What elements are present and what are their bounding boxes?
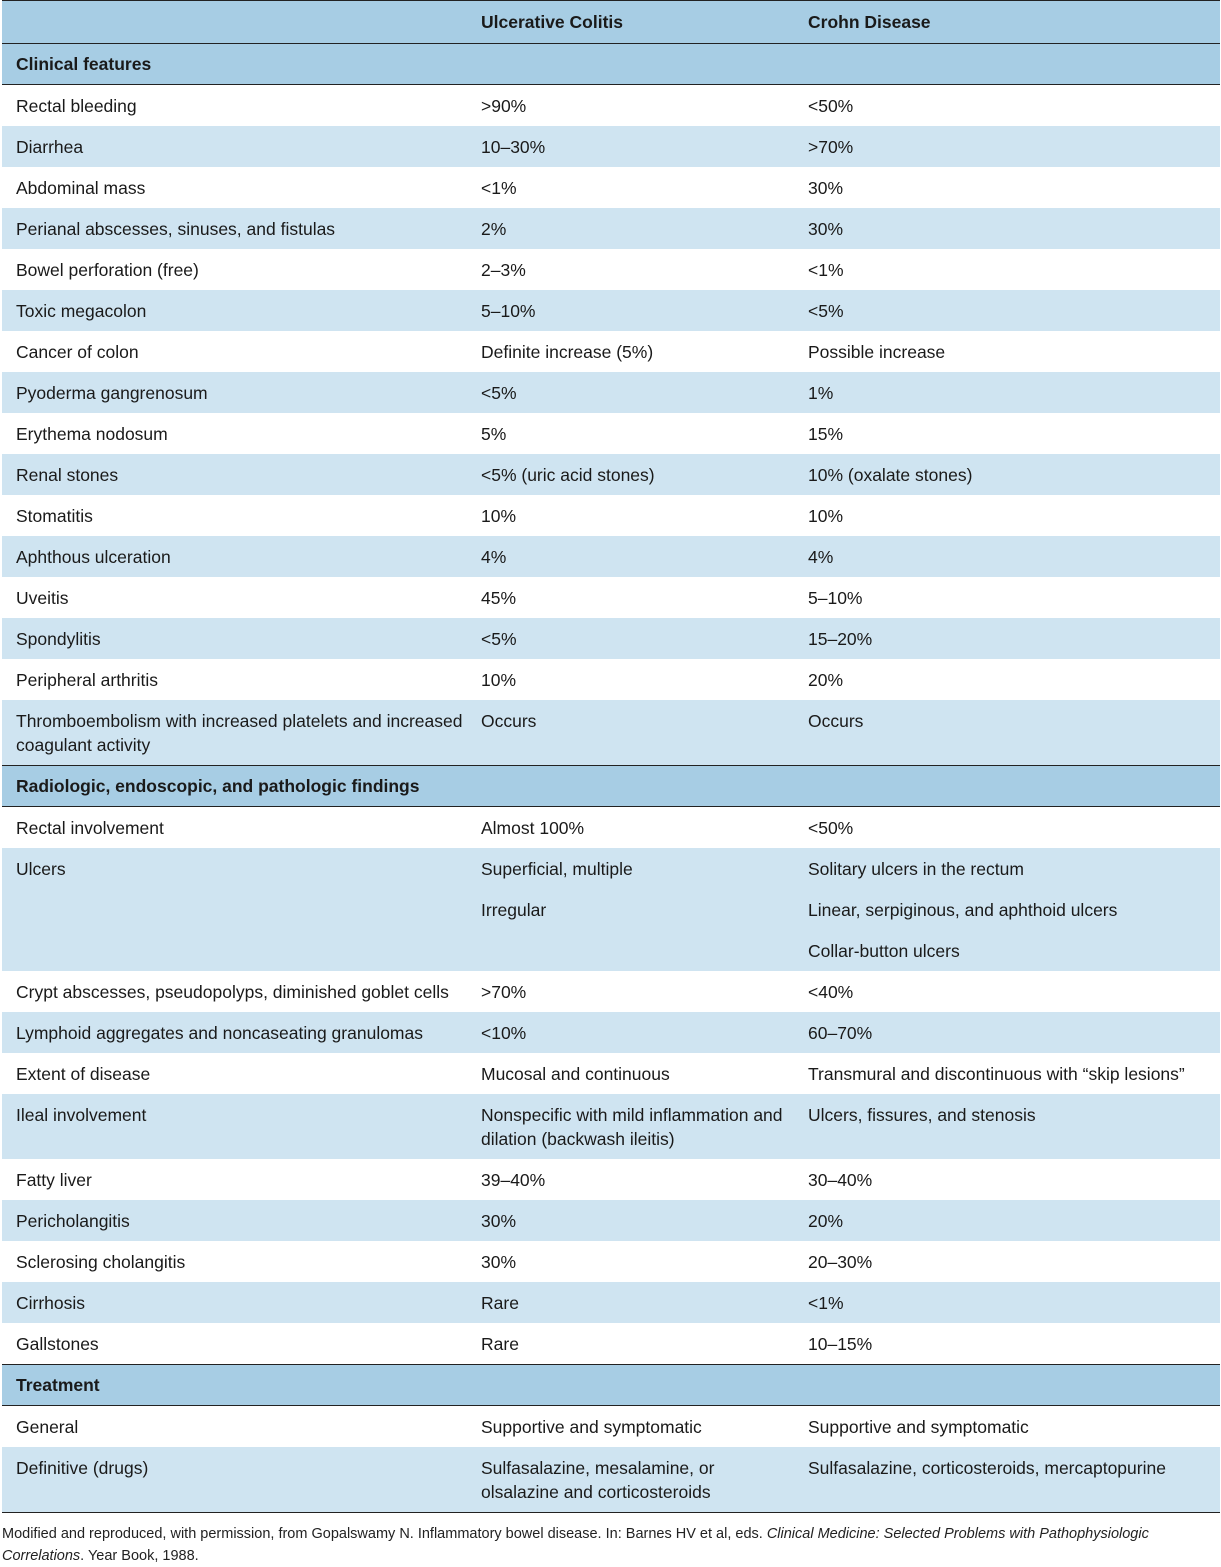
cell-value: 30–40% bbox=[808, 1170, 873, 1190]
ulcerative-colitis-cell bbox=[467, 1323, 794, 1365]
cell-value: <1% bbox=[481, 178, 517, 198]
cell-value: Linear, serpiginous, and aphthoid ulcers bbox=[808, 900, 1118, 920]
cell-value: Irregular bbox=[481, 900, 547, 920]
cell-value: 15% bbox=[808, 424, 844, 444]
crohn-disease-cell bbox=[794, 659, 1220, 700]
header-ulcerative-colitis: Ulcerative Colitis bbox=[467, 1, 794, 44]
crohn-disease-cell bbox=[794, 1447, 1220, 1513]
ulcerative-colitis-cell bbox=[467, 1241, 794, 1282]
table-row bbox=[2, 1323, 1220, 1365]
table-row bbox=[2, 1241, 1220, 1282]
ulcerative-colitis-cell bbox=[467, 1053, 794, 1094]
crohn-disease-cell bbox=[794, 1159, 1220, 1200]
table-row bbox=[2, 700, 1220, 766]
section-header-row bbox=[2, 1365, 1220, 1406]
feature-cell: Rectal involvement bbox=[16, 818, 164, 838]
table-body bbox=[2, 44, 1220, 1513]
cell-value: Possible increase bbox=[808, 342, 946, 362]
cell-value: 5–10% bbox=[808, 588, 863, 608]
crohn-disease-cell bbox=[794, 577, 1220, 618]
cell-value: <1% bbox=[808, 1293, 844, 1313]
cell-value: 4% bbox=[481, 547, 507, 567]
cell-value: 5% bbox=[481, 424, 507, 444]
table-row bbox=[2, 536, 1220, 577]
cell-value: 10% bbox=[481, 670, 517, 690]
ulcerative-colitis-cell bbox=[467, 577, 794, 618]
table-header-row bbox=[2, 1, 1220, 44]
crohn-disease-cell bbox=[794, 290, 1220, 331]
cell-value: 39–40% bbox=[481, 1170, 546, 1190]
ulcerative-colitis-cell bbox=[467, 372, 794, 413]
cell-value: <50% bbox=[808, 818, 854, 838]
table-row bbox=[2, 495, 1220, 536]
table-row bbox=[2, 331, 1220, 372]
cell-value: <50% bbox=[808, 96, 854, 116]
cell-value: >70% bbox=[481, 982, 527, 1002]
ulcerative-colitis-cell bbox=[467, 495, 794, 536]
crohn-disease-cell bbox=[794, 1094, 1220, 1159]
crohn-disease-cell bbox=[794, 618, 1220, 659]
ulcerative-colitis-cell bbox=[467, 454, 794, 495]
cell-value: <5% bbox=[481, 383, 517, 403]
ulcerative-colitis-cell bbox=[467, 167, 794, 208]
cell-value: Supportive and symptomatic bbox=[808, 1417, 1029, 1437]
footnote-book-title: Clinical Medicine: Selected Problems with Pathophysiologic Correlations bbox=[2, 1526, 1149, 1564]
table-row bbox=[2, 1094, 1220, 1159]
cell-value: Superficial, multiple bbox=[481, 859, 633, 879]
crohn-disease-cell bbox=[794, 700, 1220, 766]
table-row bbox=[2, 249, 1220, 290]
cell-value: 30% bbox=[481, 1211, 517, 1231]
feature-cell: Definitive (drugs) bbox=[2, 1447, 467, 1513]
table-row bbox=[2, 85, 1220, 127]
cell-value: >70% bbox=[808, 137, 854, 157]
cell-value: 10–30% bbox=[481, 137, 546, 157]
crohn-disease-cell bbox=[794, 372, 1220, 413]
table-row bbox=[2, 807, 1220, 849]
cell-value: 2% bbox=[481, 219, 507, 239]
crohn-disease-cell bbox=[794, 1200, 1220, 1241]
feature-cell: Pericholangitis bbox=[2, 1200, 467, 1241]
cell-value: 5–10% bbox=[481, 301, 536, 321]
feature-cell: Rectal bleeding bbox=[16, 96, 137, 116]
crohn-disease-cell bbox=[794, 208, 1220, 249]
cell-value: 10–15% bbox=[808, 1334, 873, 1354]
crohn-disease-cell bbox=[794, 454, 1220, 495]
cell-value: 10% (oxalate stones) bbox=[808, 465, 973, 485]
ulcerative-colitis-cell bbox=[467, 1406, 794, 1448]
crohn-disease-cell bbox=[794, 1053, 1220, 1094]
crohn-disease-cell bbox=[794, 331, 1220, 372]
table-row bbox=[2, 659, 1220, 700]
cell-value: 10% bbox=[808, 506, 844, 526]
ulcerative-colitis-cell bbox=[467, 208, 794, 249]
cell-value: <10% bbox=[481, 1023, 527, 1043]
cell-value: 30% bbox=[808, 178, 844, 198]
feature-cell: Erythema nodosum bbox=[16, 424, 168, 444]
feature-cell: Lymphoid aggregates and noncaseating granulomas bbox=[2, 1012, 467, 1053]
cell-value: Sulfasalazine, mesalamine, or olsalazine and corticosteroids bbox=[481, 1458, 715, 1502]
table-row bbox=[2, 1447, 1220, 1513]
feature-cell: General bbox=[16, 1417, 79, 1437]
table-row bbox=[2, 413, 1220, 454]
footnote-prefix: Modified and reproduced, with permission, from Gopalswamy N. Inflammatory bowel disease. In: Barnes HV et al, eds. bbox=[2, 1526, 767, 1542]
ulcerative-colitis-cell bbox=[467, 1094, 794, 1159]
crohn-disease-cell bbox=[794, 85, 1220, 127]
cell-value: Definite increase (5%) bbox=[481, 342, 654, 362]
crohn-disease-cell bbox=[794, 249, 1220, 290]
feature-cell: Spondylitis bbox=[2, 618, 467, 659]
table-row bbox=[2, 848, 1220, 971]
feature-cell: Extent of disease bbox=[16, 1064, 151, 1084]
cell-value: 30% bbox=[481, 1252, 517, 1272]
section-header-row bbox=[2, 766, 1220, 807]
feature-cell: Bowel perforation (free) bbox=[16, 260, 199, 280]
ulcerative-colitis-cell bbox=[467, 1012, 794, 1053]
ulcerative-colitis-cell bbox=[467, 1282, 794, 1323]
crohn-disease-cell bbox=[794, 1241, 1220, 1282]
cell-value: 1% bbox=[808, 383, 834, 403]
feature-cell: Aphthous ulceration bbox=[2, 536, 467, 577]
cell-value: Rare bbox=[481, 1334, 519, 1354]
cell-value: Supportive and symptomatic bbox=[481, 1417, 702, 1437]
cell-value: 10% bbox=[481, 506, 517, 526]
feature-cell: Stomatitis bbox=[16, 506, 93, 526]
cell-value: 20% bbox=[808, 670, 844, 690]
ulcerative-colitis-cell bbox=[467, 971, 794, 1012]
crohn-disease-cell bbox=[794, 848, 1220, 971]
table-row bbox=[2, 1053, 1220, 1094]
ulcerative-colitis-cell bbox=[467, 848, 794, 971]
section-title: Treatment bbox=[2, 1365, 1220, 1406]
crohn-disease-cell bbox=[794, 971, 1220, 1012]
table-row bbox=[2, 971, 1220, 1012]
cell-value: Occurs bbox=[481, 711, 537, 731]
feature-cell: Crypt abscesses, pseudopolyps, diminished goblet cells bbox=[16, 982, 449, 1002]
ulcerative-colitis-cell bbox=[467, 249, 794, 290]
cell-value: Mucosal and continuous bbox=[481, 1064, 670, 1084]
header-crohn-disease: Crohn Disease bbox=[794, 1, 1220, 44]
cell-value: 20–30% bbox=[808, 1252, 873, 1272]
crohn-disease-cell bbox=[794, 495, 1220, 536]
cell-value: Rare bbox=[481, 1293, 519, 1313]
feature-cell: Fatty liver bbox=[16, 1170, 92, 1190]
table-row bbox=[2, 126, 1220, 167]
table-row bbox=[2, 1012, 1220, 1053]
feature-cell: Cirrhosis bbox=[2, 1282, 467, 1323]
feature-cell: Ulcers bbox=[2, 848, 467, 971]
feature-cell: Toxic megacolon bbox=[2, 290, 467, 331]
table-row bbox=[2, 1159, 1220, 1200]
table-row bbox=[2, 1282, 1220, 1323]
cell-value: 60–70% bbox=[808, 1023, 873, 1043]
feature-cell: Ileal involvement bbox=[2, 1094, 467, 1159]
feature-cell: Gallstones bbox=[2, 1323, 467, 1365]
cell-value: <1% bbox=[808, 260, 844, 280]
cell-value: Ulcers, fissures, and stenosis bbox=[808, 1105, 1036, 1125]
cell-value: Collar-button ulcers bbox=[808, 941, 960, 961]
cell-value: 30% bbox=[808, 219, 844, 239]
cell-value: 20% bbox=[808, 1211, 844, 1231]
crohn-disease-cell bbox=[794, 807, 1220, 849]
ulcerative-colitis-cell bbox=[467, 1159, 794, 1200]
table-row bbox=[2, 1406, 1220, 1448]
table-row bbox=[2, 372, 1220, 413]
feature-cell: Sclerosing cholangitis bbox=[16, 1252, 186, 1272]
table-row bbox=[2, 290, 1220, 331]
crohn-disease-cell bbox=[794, 1406, 1220, 1448]
table-row bbox=[2, 1200, 1220, 1241]
ulcerative-colitis-cell bbox=[467, 331, 794, 372]
cell-value: 45% bbox=[481, 588, 517, 608]
cell-value: <5% bbox=[808, 301, 844, 321]
source-footnote bbox=[2, 1523, 1217, 1567]
table-row bbox=[2, 167, 1220, 208]
cell-value: 15–20% bbox=[808, 629, 873, 649]
table-row bbox=[2, 454, 1220, 495]
crohn-disease-cell bbox=[794, 536, 1220, 577]
ulcerative-colitis-cell bbox=[467, 1200, 794, 1241]
cell-value: <5% (uric acid stones) bbox=[481, 465, 655, 485]
cell-value: Solitary ulcers in the rectum bbox=[808, 859, 1024, 879]
cell-value: >90% bbox=[481, 96, 527, 116]
crohn-disease-cell bbox=[794, 1012, 1220, 1053]
ulcerative-colitis-cell bbox=[467, 1447, 794, 1513]
feature-cell: Renal stones bbox=[2, 454, 467, 495]
table-row bbox=[2, 618, 1220, 659]
section-title: Clinical features bbox=[2, 44, 1220, 85]
feature-cell: Pyoderma gangrenosum bbox=[2, 372, 467, 413]
cell-value: Sulfasalazine, corticosteroids, mercaptopurine bbox=[808, 1458, 1166, 1478]
crohn-disease-cell bbox=[794, 1323, 1220, 1365]
feature-cell: Uveitis bbox=[16, 588, 69, 608]
feature-cell: Diarrhea bbox=[2, 126, 467, 167]
feature-cell: Perianal abscesses, sinuses, and fistulas bbox=[2, 208, 467, 249]
feature-cell: Cancer of colon bbox=[16, 342, 139, 362]
section-title: Radiologic, endoscopic, and pathologic findings bbox=[2, 766, 1220, 807]
cell-value: Occurs bbox=[808, 711, 864, 731]
cell-value: <5% bbox=[481, 629, 517, 649]
ulcerative-colitis-cell bbox=[467, 618, 794, 659]
table-row bbox=[2, 208, 1220, 249]
feature-cell: Thromboembolism with increased platelets and increased coagulant activity bbox=[2, 700, 467, 766]
cell-value: Almost 100% bbox=[481, 818, 585, 838]
cell-value: 2–3% bbox=[481, 260, 526, 280]
feature-cell: Abdominal mass bbox=[16, 178, 146, 198]
ulcerative-colitis-cell bbox=[467, 290, 794, 331]
cell-value: <40% bbox=[808, 982, 854, 1002]
section-header-row bbox=[2, 44, 1220, 85]
header-feature bbox=[2, 1, 467, 44]
comparison-table bbox=[2, 0, 1220, 1513]
cell-value: 4% bbox=[808, 547, 834, 567]
crohn-disease-cell bbox=[794, 413, 1220, 454]
ulcerative-colitis-cell bbox=[467, 85, 794, 127]
feature-cell: Peripheral arthritis bbox=[16, 670, 158, 690]
ulcerative-colitis-cell bbox=[467, 659, 794, 700]
table-row bbox=[2, 577, 1220, 618]
ulcerative-colitis-cell bbox=[467, 536, 794, 577]
ulcerative-colitis-cell bbox=[467, 413, 794, 454]
ulcerative-colitis-cell bbox=[467, 807, 794, 849]
crohn-disease-cell bbox=[794, 1282, 1220, 1323]
cell-value: Nonspecific with mild inflammation and dilation (backwash ileitis) bbox=[481, 1105, 783, 1149]
crohn-disease-cell bbox=[794, 167, 1220, 208]
footnote-suffix: . Year Book, 1988. bbox=[80, 1548, 199, 1564]
ulcerative-colitis-cell bbox=[467, 126, 794, 167]
ulcerative-colitis-cell bbox=[467, 700, 794, 766]
cell-value: Transmural and discontinuous with “skip lesions” bbox=[808, 1064, 1185, 1084]
crohn-disease-cell bbox=[794, 126, 1220, 167]
